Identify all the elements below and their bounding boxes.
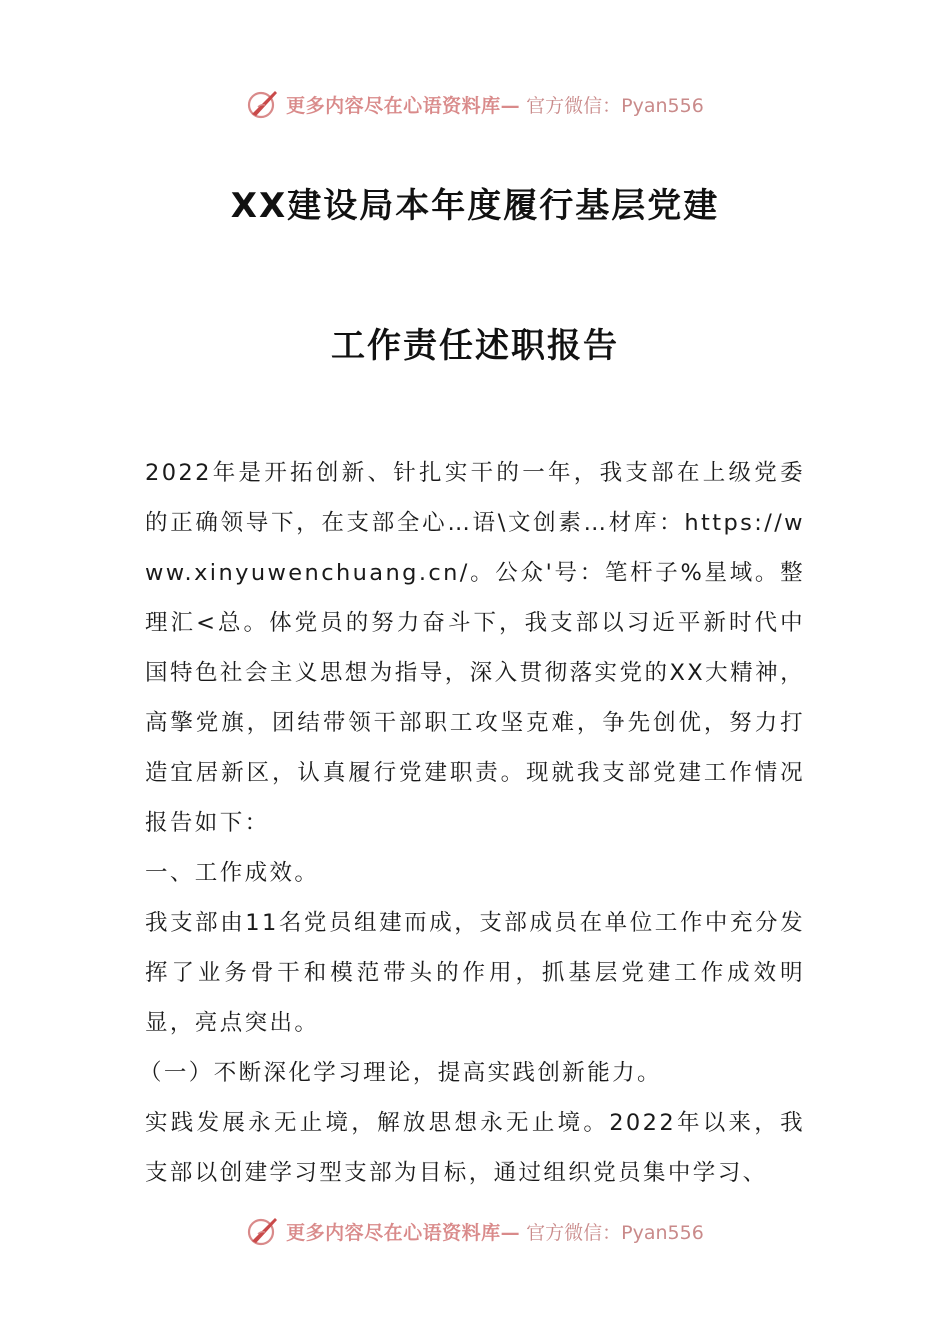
footer-wechat-text: 官方微信：Pyan556 <box>526 1221 704 1244</box>
document-title-line-1: XX建设局本年度履行基层党建 <box>230 186 720 226</box>
header-watermark-banner <box>0 84 950 124</box>
header-wechat-text: 官方微信：Pyan556 <box>526 94 704 117</box>
quill-pen-seal-icon <box>246 1214 280 1248</box>
document-title-line-2: 工作责任述职报告 <box>331 326 619 366</box>
header-site-text: 更多内容尽在心语资料库— <box>286 94 521 117</box>
body-paragraph-intro: 2022年是开拓创新、针扎实干的一年，我支部在上级党委的正确领导下，在支部全心…语\文创素…材库：https://www.xinyuwenchuang.cn/。公众'号：笔杆子%星域。整理汇<总。体党员的努力奋斗下，我支部以习近平新时代中国特色社会主义思想为指导，深入贯彻落实党的XX大精神，高擎党旗，团结带领干部职工攻坚克难，争先创优，努力打造宜居新区，认真履行党建职责。现就我支部党建工作情况报告如下： <box>145 460 805 836</box>
footer-watermark-banner <box>0 1211 950 1251</box>
section-heading-1: 一、工作成效。 <box>145 860 320 886</box>
document-body <box>139 448 805 1198</box>
quill-pen-seal-icon <box>246 87 280 121</box>
body-paragraph-2: 我支部由11名党员组建而成，支部成员在单位工作中充分发挥了业务骨干和模范带头的作用，抓基层党建工作成效明显，亮点突出。 <box>145 910 805 1036</box>
subsection-heading-1: （一）不断深化学习理论，提高实践创新能力。 <box>139 1060 662 1086</box>
body-paragraph-3: 实践发展永无止境，解放思想永无止境。2022年以来，我支部以创建学习型支部为目标，通过组织党员集中学习、 <box>145 1110 805 1186</box>
footer-site-text: 更多内容尽在心语资料库— <box>286 1221 521 1244</box>
